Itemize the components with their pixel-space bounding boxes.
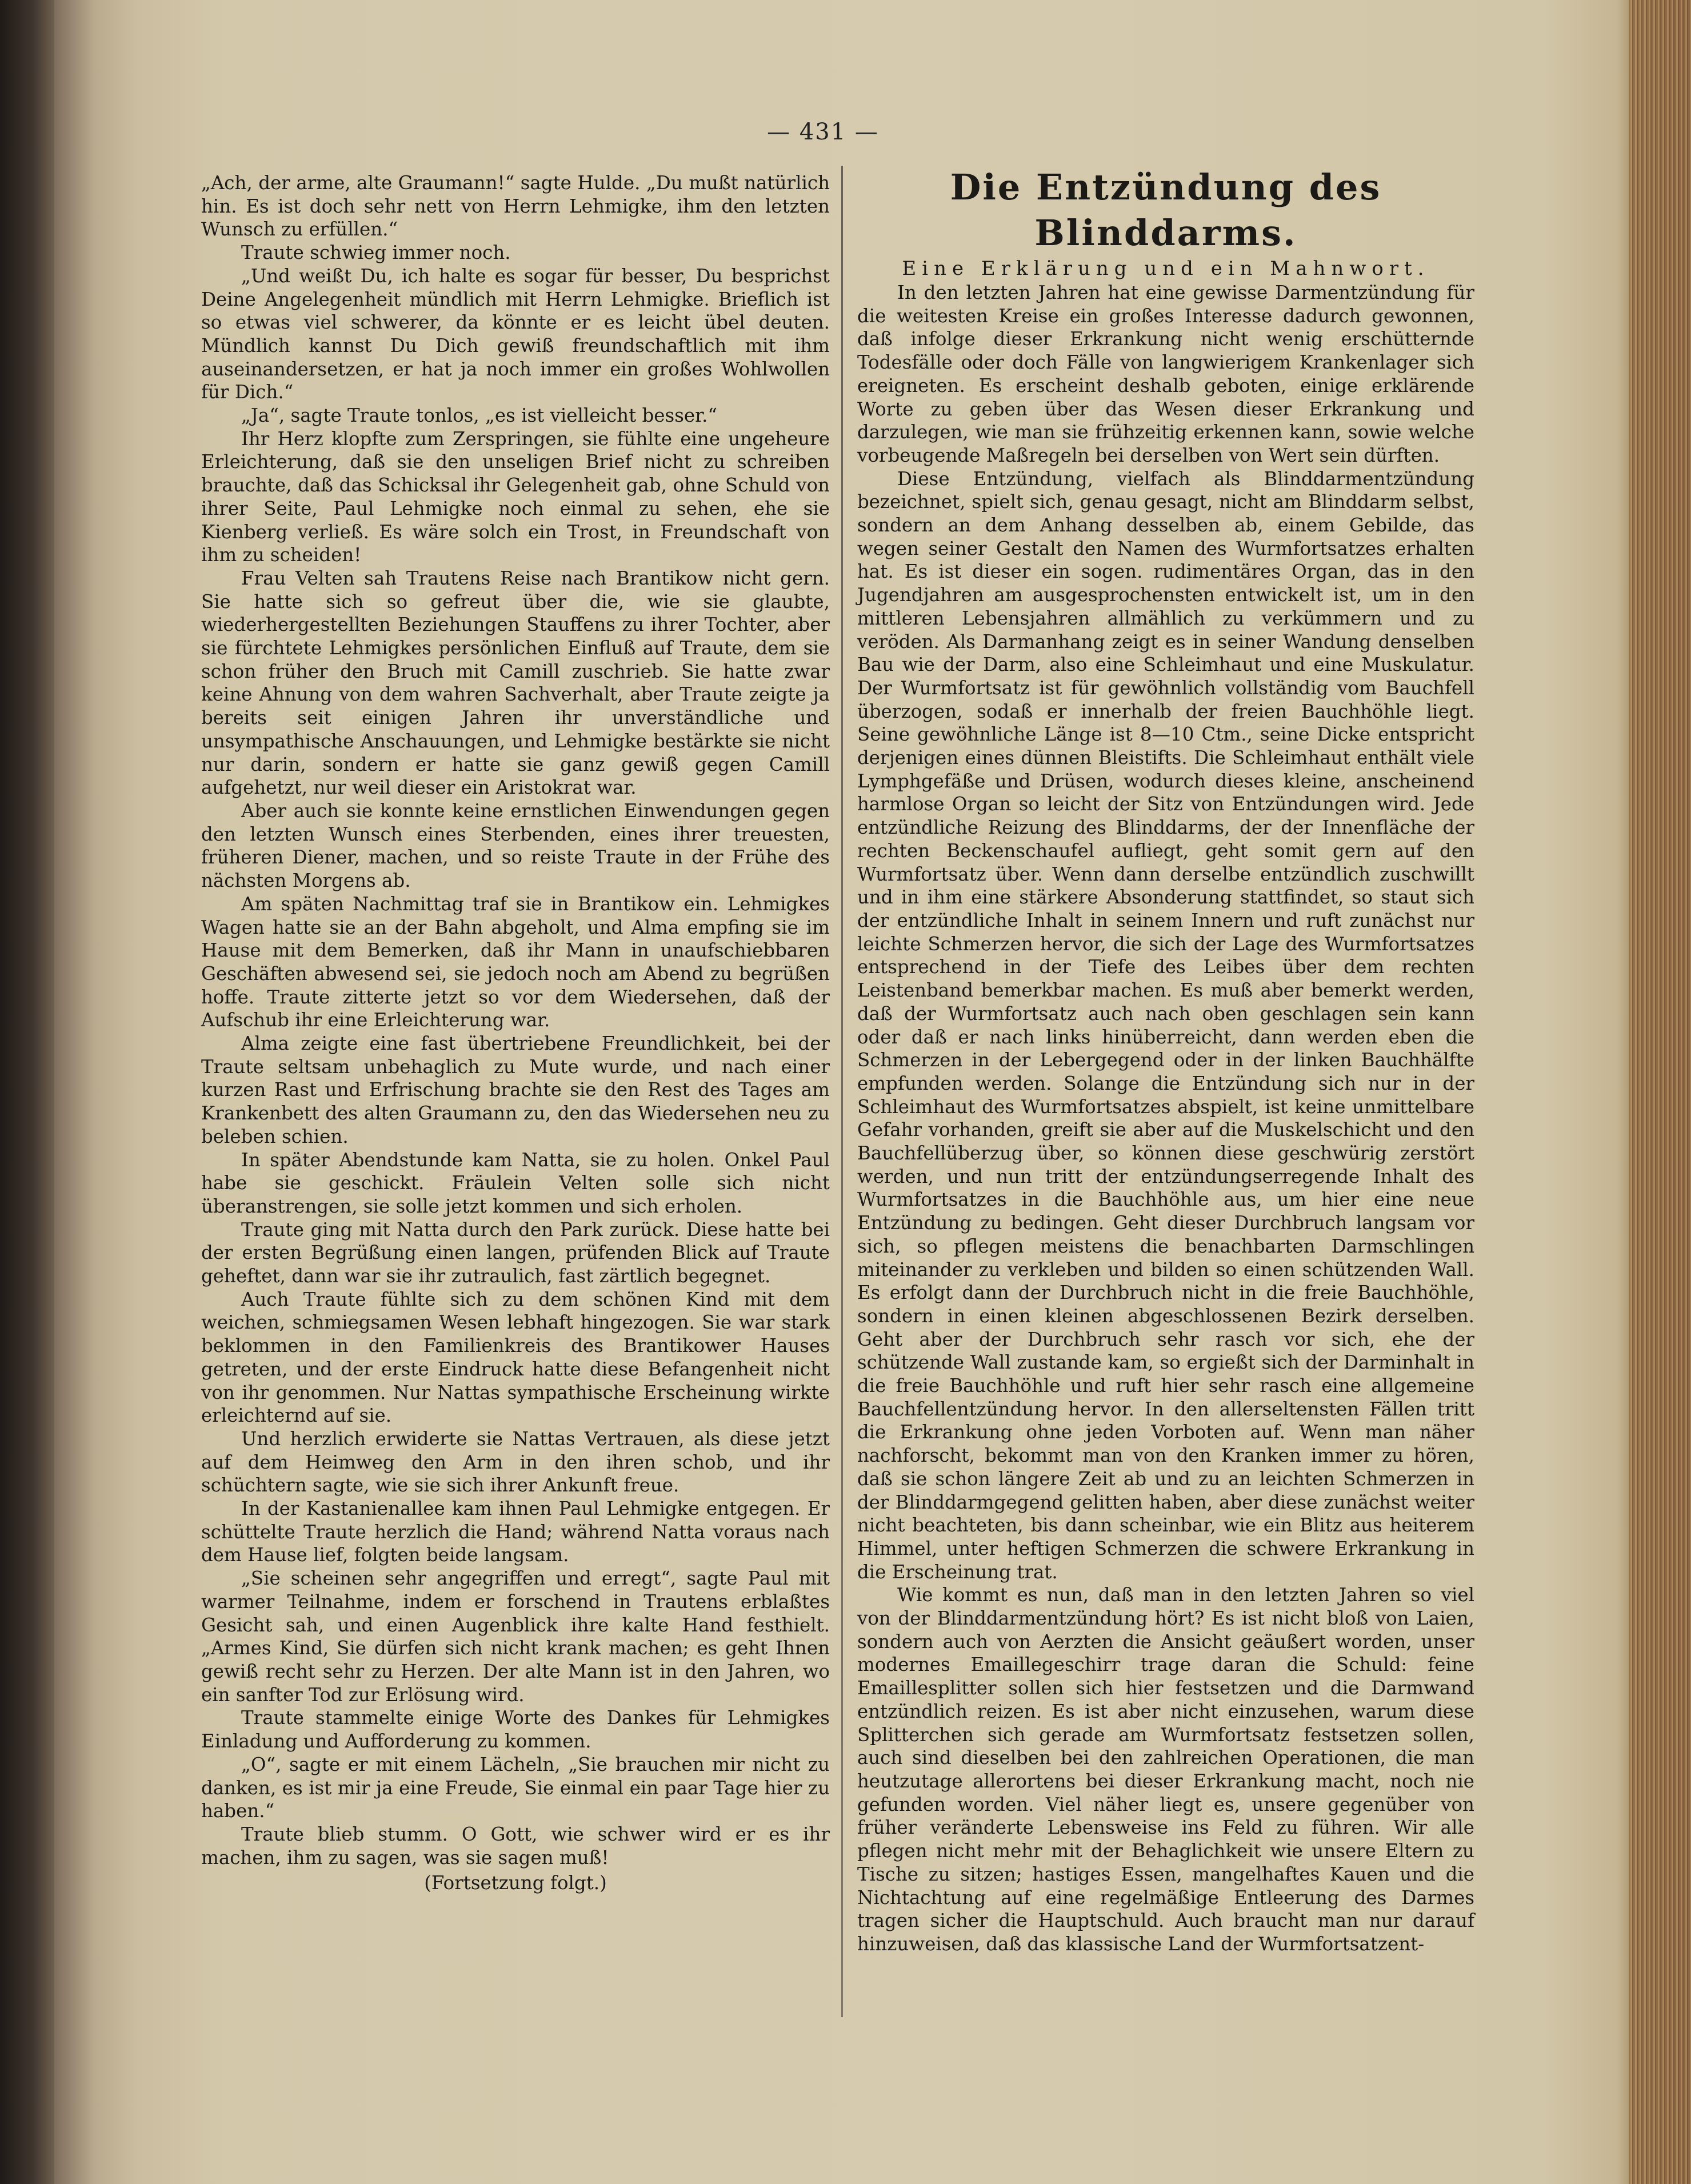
story-paragraph: Traute ging mit Natta durch den Park zurück. Diese hatte bei der ersten Begrüßung einen langen, prüfenden Blick auf Traute geheftet, dann war sie ihr zutraulich, fast zärtlich begegnet. xyxy=(201,1218,830,1287)
story-paragraph: Auch Traute fühlte sich zu dem schönen Kind mit dem weichen, schmiegsamen Wesen lebhaft hingezogen. Sie war stark beklommen in den Familienkreis des Brantikower Hauses getreten, und der erste Eindruck hatte diese Befangenheit nicht von ihr genommen. Nur Nattas sympathische Erscheinung wirkte erleichternd auf sie. xyxy=(201,1288,830,1427)
story-paragraph: Traute blieb stumm. O Gott, wie schwer wird er es ihr machen, ihm zu sagen, was sie sagen muß! xyxy=(201,1823,830,1869)
story-paragraph: „O“, sagte er mit einem Lächeln, „Sie brauchen mir nicht zu danken, es ist mir ja eine Freude, Sie einmal ein paar Tage hier zu haben.“ xyxy=(201,1753,830,1822)
page-number: — 431 — xyxy=(767,119,879,145)
right-column-article xyxy=(857,165,1474,1956)
left-column-story xyxy=(201,171,830,1895)
article-paragraph: Wie kommt es nun, daß man in den letzten Jahren so viel von der Blinddarmentzündung hört? Es ist nicht bloß von Laien, sondern auch von Aerzten die Ansicht geäußert worden, unser modernes Emaillegeschirr trage daran die Schuld: feine Emaillesplitter sollen sich hier festsetzen und die Darmwand entzündlich reizen. Es ist aber nicht einzusehen, warum diese Splitterchen sich gerade am Wurmfortsatz festsetzen sollen, auch sind dieselben bei den zahlreichen Operationen, die man heutzutage allerortens bei dieser Erkrankung macht, noch nie gefunden worden. Viel näher liegt es, unsere gegenüber von früher veränderte Lebensweise ins Feld zu führen. Wir alle pflegen nicht mehr mit der Behaglichkeit wie unsere Eltern zu Tische zu sitzen; hastiges Essen, mangelhaftes Kauen und die Nichtachtung auf eine regelmäßige Entleerung des Darmes tragen sicher die Hauptschuld. Auch braucht man nur darauf hinzuweisen, daß das klassische Land der Wurmfortsatzent- xyxy=(857,1584,1474,1955)
story-paragraph: Und herzlich erwiderte sie Nattas Vertrauen, als diese jetzt auf dem Heimweg den Arm in den ihren schob, und ihr schüchtern sagte, wie sie sich ihrer Ankunft freue. xyxy=(201,1427,830,1497)
story-paragraph: Ihr Herz klopfte zum Zerspringen, sie fühlte eine ungeheure Erleichterung, daß sie den unseligen Brief nicht zu schreiben brauchte, daß das Schicksal ihr Gelegenheit gab, ohne Schuld von ihrer Seite, Paul Lehmigke noch einmal zu sehen, ehe sie Kienberg verließ. Es wäre solch ein Trost, in Freundschaft von ihm zu scheiden! xyxy=(201,427,830,566)
column-divider xyxy=(841,166,843,2017)
story-paragraph: „Sie scheinen sehr angegriffen und erregt“, sagte Paul mit warmer Teilnahme, indem er forschend in Trautens erblaßtes Gesicht sah, und einen Augenblick ihre kalte Hand festhielt. „Armes Kind, Sie dürfen sich nicht krank machen; es geht Ihnen gewiß recht sehr zu Herzen. Der alte Mann ist in den Jahren, wo ein sanfter Tod zur Erlösung wird. xyxy=(201,1567,830,1706)
story-paragraph: Aber auch sie konnte keine ernstlichen Einwendungen gegen den letzten Wunsch eines Sterbenden, eines ihrer treuesten, früheren Diener, machen, und so reiste Traute in der Frühe des nächsten Morgens ab. xyxy=(201,799,830,892)
article-title: Die Entzündung des Blinddarms. xyxy=(950,166,1382,254)
story-paragraph: „Ja“, sagte Traute tonlos, „es ist vielleicht besser.“ xyxy=(241,405,718,427)
story-paragraph: In später Abendstunde kam Natta, sie zu holen. Onkel Paul habe sie geschickt. Fräulein Velten solle sich nicht überanstrengen, sie solle jetzt kommen und sich erholen. xyxy=(201,1149,830,1217)
story-paragraph: Traute stammelte einige Worte des Dankes für Lehmigkes Einladung und Aufforderung zu kommen. xyxy=(201,1707,830,1753)
story-paragraph: „Und weißt Du, ich halte es sogar für besser, Du besprichst Deine Angelegenheit mündlich mit Herrn Lehmigke. Brieflich ist so etwas viel schwerer, da könnte er es leicht übel deuten. Mündlich kannst Du Dich gewiß freundschaftlich mit ihm auseinandersetzen, er hat ja noch immer ein großes Wohlwollen für Dich.“ xyxy=(201,265,830,403)
story-paragraph: Am späten Nachmittag traf sie in Brantikow ein. Lehmigkes Wagen hatte sie an der Bahn abgeholt, und Alma empfing sie im Hause mit dem Bemerken, daß ihr Mann in unaufschiebbaren Geschäften abwesend sei, sie jedoch noch am Abend zu begrüßen hoffe. Traute zitterte jetzt so vor dem Wiedersehen, daß der Aufschub ihr eine Erleichterung war. xyxy=(201,893,830,1031)
article-subtitle: Eine Erklärung und ein Mahnwort. xyxy=(902,257,1430,280)
book-page-edges xyxy=(1629,0,1691,2184)
continuation-note: (Fortsetzung folgt.) xyxy=(424,1872,607,1894)
book-gutter-shadow xyxy=(0,0,54,2184)
article-paragraph: In den letzten Jahren hat eine gewisse Darmentzündung für die weitesten Kreise ein großes Interesse dadurch gewonnen, daß infolge dieser Erkrankung nicht wenig erschütternde Todesfälle oder doch Fälle von langwierigem Krankenlager sich ereigneten. Es erscheint deshalb geboten, einige erklärende Worte zu geben über das Wesen dieser Erkrankung und darzulegen, wie man sie frühzeitig erkennen kann, sowie welche vorbeugende Maßregeln bei derselben von Wert sein dürften. xyxy=(857,282,1474,466)
story-paragraph: Frau Velten sah Trautens Reise nach Brantikow nicht gern. Sie hatte sich so gefreut über die, wie sie glaubte, wiederhergestellten Beziehungen Stauffens zu ihrer Tochter, aber sie fürchtete Lehmigkes persönlichen Einfluß auf Traute, dem sie schon früher den Bruch mit Camill zuschrieb. Sie hatte zwar keine Ahnung von dem wahren Sachverhalt, aber Traute zeigte ja bereits seit einigen Jahren ihr unverständliche und unsympathische Anschauungen, und Lehmigke bestärkte sie nicht nur darin, sondern er hatte sie ganz gewiß gegen Camill aufgehetzt, nur weil dieser ein Aristokrat war. xyxy=(201,567,830,799)
story-paragraph: „Ach, der arme, alte Graumann!“ sagte Hulde. „Du mußt natürlich hin. Es ist doch sehr nett von Herrn Lehmigke, ihm den letzten Wunsch zu erfüllen.“ xyxy=(201,172,830,241)
story-paragraph: Alma zeigte eine fast übertriebene Freundlichkeit, bei der Traute seltsam unbehaglich zu Mute wurde, und nach einer kurzen Rast und Erfrischung brachte sie den Rest des Tages am Krankenbett des alten Graumann zu, den das Wiedersehen neu zu beleben schien. xyxy=(201,1033,830,1147)
article-paragraph: Diese Entzündung, vielfach als Blinddarmentzündung bezeichnet, spielt sich, genau gesagt, nicht am Blinddarm selbst, sondern an dem Anhang desselben ab, einem Gebilde, das wegen seiner Gestalt den Namen des Wurmfortsatzes erhalten hat. Es ist dieser ein sogen. rudimentäres Organ, das in den Jugendjahren am ausgesprochensten entwickelt ist, um in den mittleren Lebensjahren allmählich zu verkümmern und zu veröden. Als Darmanhang zeigt es in seiner Wandung denselben Bau wie der Darm, also eine Schleimhaut und eine Muskulatur. Der Wurmfortsatz ist für gewöhnlich vollständig vom Bauchfell überzogen, sodaß er innerhalb der freien Bauchhöhle liegt. Seine gewöhnliche Länge ist 8—10 Ctm., seine Dicke entspricht derjenigen eines dünnen Bleistifts. Die Schleimhaut enthält viele Lymphgefäße und Drüsen, wodurch dieses kleine, anscheinend harmlose Organ so leicht der Sitz von Entzündungen wird. Jede entzündliche Reizung des Blinddarms, der der Innenfläche der rechten Beckenschaufel aufliegt, geht somit gern auf den Wurmfortsatz über. Wenn dann derselbe entzündlich zuschwillt und in ihm eine stärkere Absonderung stattfindet, so staut sich der entzündliche Inhalt in seinem Innern und ruft zunächst nur leichte Schmerzen hervor, die sich der Lage des Wurmfortsatzes entsprechend in der Tiefe des Leibes über dem rechten Leistenband bemerkbar machen. Es muß aber bemerkt werden, daß der Wurmfortsatz auch nach oben geschlagen sein kann oder daß er nach links hinüberreicht, dann werden eben die Schmerzen in der Lebergegend oder in der linken Bauchhälfte empfunden werden. Solange die Entzündung sich nur in der Schleimhaut des Wurmfortsatzes abspielt, ist keine unmittelbare Gefahr vorhanden, greift sie aber auf die Muskelschicht und den Bauchfellüberzug über, so können diese geschwürig zerstört werden, und nun tritt der entzündungserregende Inhalt des Wurmfortsatzes in die Bauchhöhle aus, um hier eine neue Entzündung zu bedingen. Geht dieser Durchbruch langsam vor sich, so pflegen meistens die benachbarten Darmschlingen miteinander zu verkleben und bilden so einen schützenden Wall. Es erfolgt dann der Durchbruch nicht in die freie Bauchhöhle, sondern in einen kleinen abgeschlossenen Bezirk derselben. Geht aber der Durchbruch sehr rasch vor sich, ehe der schützende Wall zustande kam, so ergießt sich der Darminhalt in die freie Bauchhöhle und ruft hier sehr rasch eine allgemeine Bauchfellentzündung hervor. In den allerseltensten Fällen tritt die Erkrankung ohne jeden Vorboten auf. Wenn man näher nachforscht, bekommt man von den Kranken immer zu hören, daß sie schon längere Zeit ab und zu an leichten Schmerzen in der Blinddarmgegend gelitten haben, aber diese zunächst weiter nicht beachteten, bis dann scheinbar, wie ein Blitz aus heiterem Himmel, unter heftigen Schmerzen die schwere Erkrankung in die Erscheinung trat. xyxy=(857,467,1474,1583)
story-paragraph: In der Kastanienallee kam ihnen Paul Lehmigke entgegen. Er schüttelte Traute herzlich die Hand; während Natta voraus nach dem Hause lief, folgten beide langsam. xyxy=(201,1498,830,1566)
story-paragraph: Traute schwieg immer noch. xyxy=(241,242,511,264)
